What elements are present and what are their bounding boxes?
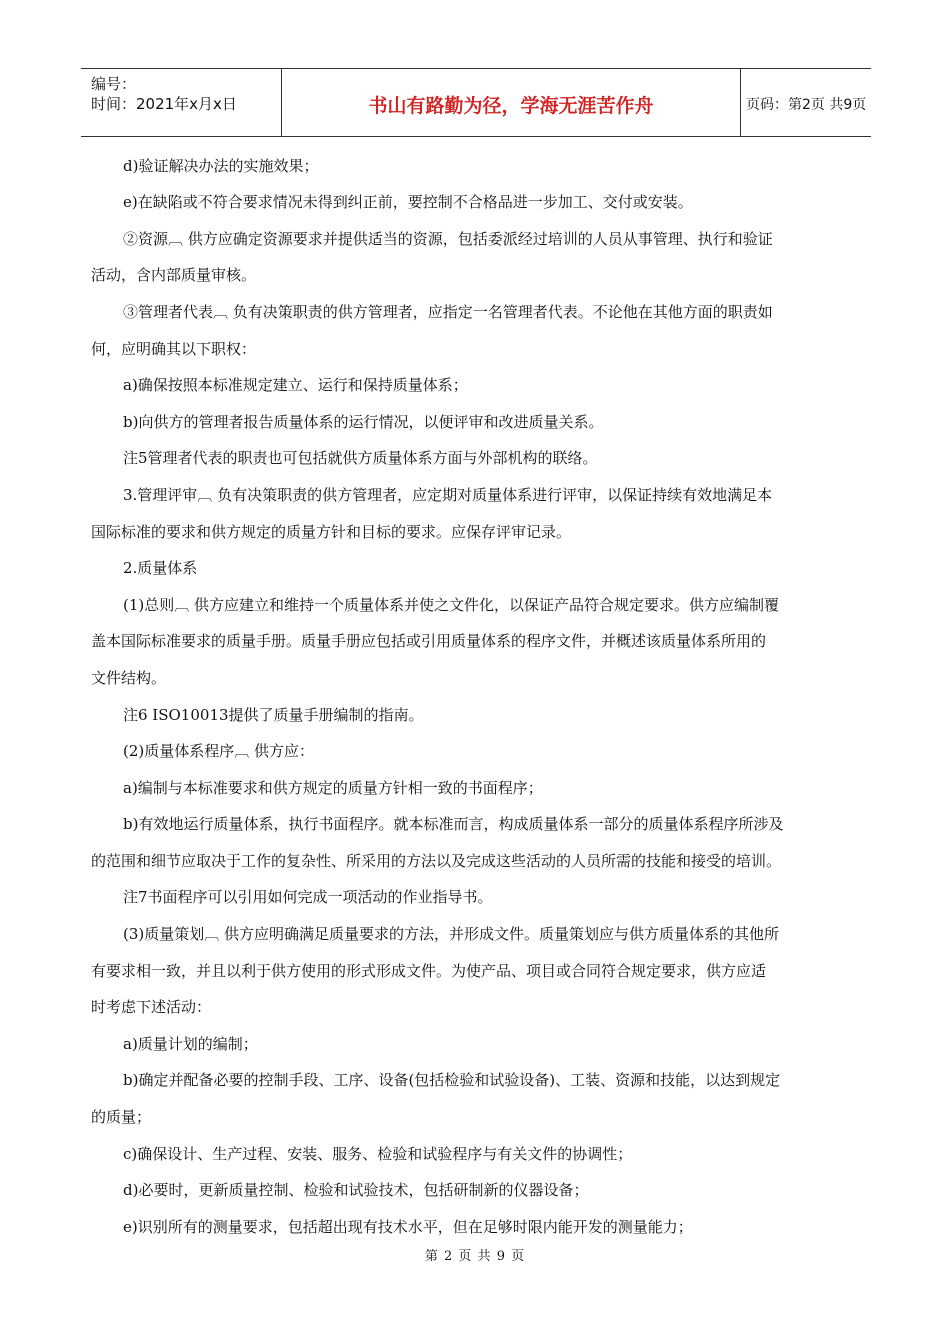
body-line: 3.管理评审︹ 负有决策职责的供方管理者，应定期对质量体系进行评审，以保证持续有效地满足本	[123, 486, 773, 504]
body-line: c)确保设计、生产过程、安装、服务、检验和试验程序与有关文件的协调性；	[123, 1145, 633, 1163]
body-line: b)确定并配备必要的控制手段、工序、设备(包括检验和试验设备)、工装、资源和技能，以达到规定	[123, 1071, 781, 1089]
document-date: 时间：2021年x月x日	[91, 95, 237, 113]
body-line: (2)质量体系程序︹ 供方应：	[123, 742, 315, 760]
body-line: 的质量；	[91, 1108, 152, 1126]
header-motto-cell	[281, 69, 741, 136]
header-left-cell	[81, 69, 281, 136]
document-number-label: 编号：	[91, 75, 137, 93]
body-line: (1)总则︹ 供方应建立和维持一个质量体系并使之文件化，以保证产品符合规定要求。供方应编制覆	[123, 596, 780, 614]
body-line: d)必要时，更新质量控制、检验和试验技术，包括研制新的仪器设备；	[123, 1181, 589, 1199]
body-line: e)在缺陷或不符合要求情况未得到纠正前，要控制不合格品进一步加工、交付或安装。	[123, 193, 693, 211]
body-line: 注5管理者代表的职责也可包括就供方质量体系方面与外部机构的联络。	[123, 449, 598, 467]
body-line: 有要求相一致，并且以利于供方使用的形式形成文件。为使产品、项目或合同符合规定要求，供方应适	[91, 962, 767, 980]
body-line: 时考虑下述活动：	[91, 998, 212, 1016]
body-line: b)有效地运行质量体系，执行书面程序。就本标准而言，构成质量体系一部分的质量体系程序所涉及	[123, 815, 784, 833]
body-line: a)确保按照本标准规定建立、运行和保持质量体系；	[123, 376, 468, 394]
page-footer: 第 2 页 共 9 页	[424, 1249, 526, 1264]
body-line: 盖本国际标准要求的质量手册。质量手册应包括或引用质量体系的程序文件，并概述该质量体系所用的	[91, 632, 767, 650]
body-line: b)向供方的管理者报告质量体系的运行情况，以便评审和改进质量关系。	[123, 413, 604, 431]
page-header	[81, 68, 871, 137]
header-page-info: 页码：第2页 共9页	[746, 97, 867, 113]
body-line: e)识别所有的测量要求，包括超出现有技术水平，但在足够时限内能开发的测量能力；	[123, 1218, 693, 1236]
body-line: 2.质量体系	[123, 559, 198, 577]
header-motto: 书山有路勤为径，学海无涯苦作舟	[368, 95, 654, 117]
body-line: (3)质量策划︹ 供方应明确满足质量要求的方法，并形成文件。质量策划应与供方质量体系的其他所	[123, 925, 780, 943]
body-line: 注6 ISO10013提供了质量手册编制的指南。	[123, 706, 424, 724]
body-line: 注7书面程序可以引用如何完成一项活动的作业指导书。	[123, 888, 493, 906]
body-line: a)质量计划的编制；	[123, 1035, 258, 1053]
body-line: d)验证解决办法的实施效果；	[123, 157, 319, 175]
body-line: 何，应明确其以下职权：	[91, 340, 257, 358]
header-page-cell	[740, 69, 871, 136]
body-line: 活动，含内部质量审核。	[91, 266, 257, 284]
body-line: 文件结构。	[91, 669, 167, 687]
body-line: 国际标准的要求和供方规定的质量方针和目标的要求。应保存评审记录。	[91, 523, 572, 541]
body-line: a)编制与本标准要求和供方规定的质量方针相一致的书面程序；	[123, 779, 543, 797]
body-line: 的范围和细节应取决于工作的复杂性、所采用的方法以及完成这些活动的人员所需的技能和接受的培训。	[91, 852, 782, 870]
body-line: ②资源︹ 供方应确定资源要求并提供适当的资源，包括委派经过培训的人员从事管理、执行和验证	[123, 230, 773, 248]
body-line: ③管理者代表︹ 负有决策职责的供方管理者，应指定一名管理者代表。不论他在其他方面的职责如	[123, 303, 773, 321]
